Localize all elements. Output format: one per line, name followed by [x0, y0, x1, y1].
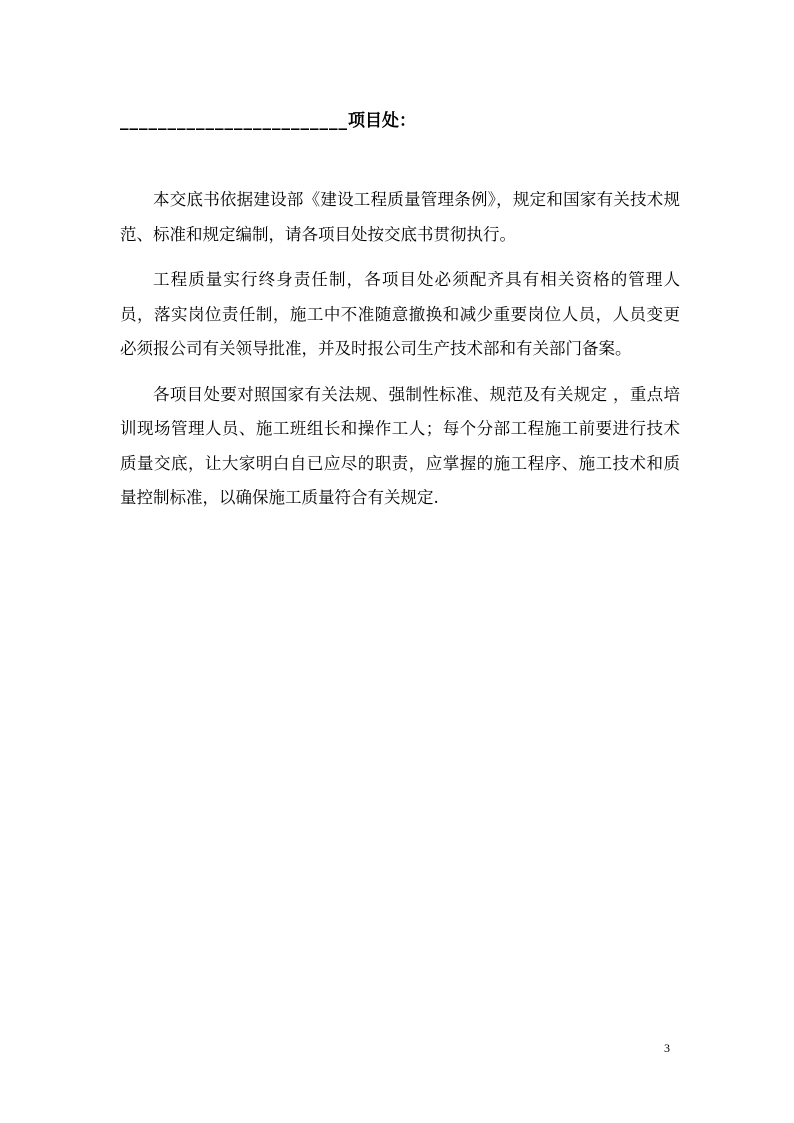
blank-fill-line: ________________________ [120, 111, 348, 131]
heading-title: 项目处： [348, 111, 416, 131]
body-text [120, 183, 680, 527]
paragraph-responsibility: 工程质量实行终身责任制，各项目处必须配齐具有相关资格的管理人员，落实岗位责任制，施工中不准随意撤换和减少重要岗位人员，人员变更必须报公司有关领导批准，并及时报公司生产技术部和有关部门备案。 [120, 270, 680, 358]
heading-line [120, 106, 416, 131]
paragraph-training: 各项目处要对照国家有关法规、强制性标准、规范及有关规定 ，重点培训现场管理人员、施工班组长和操作工人；每个分部工程施工前要进行技术质量交底，让大家明白自已应尽的职责，应掌握的施工程序、施工技术和质量控制标准，以确保施工质量符合有关规定. [120, 384, 680, 507]
page-number: 3 [664, 1041, 670, 1055]
paragraph-basis: 本交底书依据建设部《建设工程质量管理条例》，规定和国家有关技术规范、标准和规定编制，请各项目处按交底书贯彻执行。 [120, 190, 680, 244]
